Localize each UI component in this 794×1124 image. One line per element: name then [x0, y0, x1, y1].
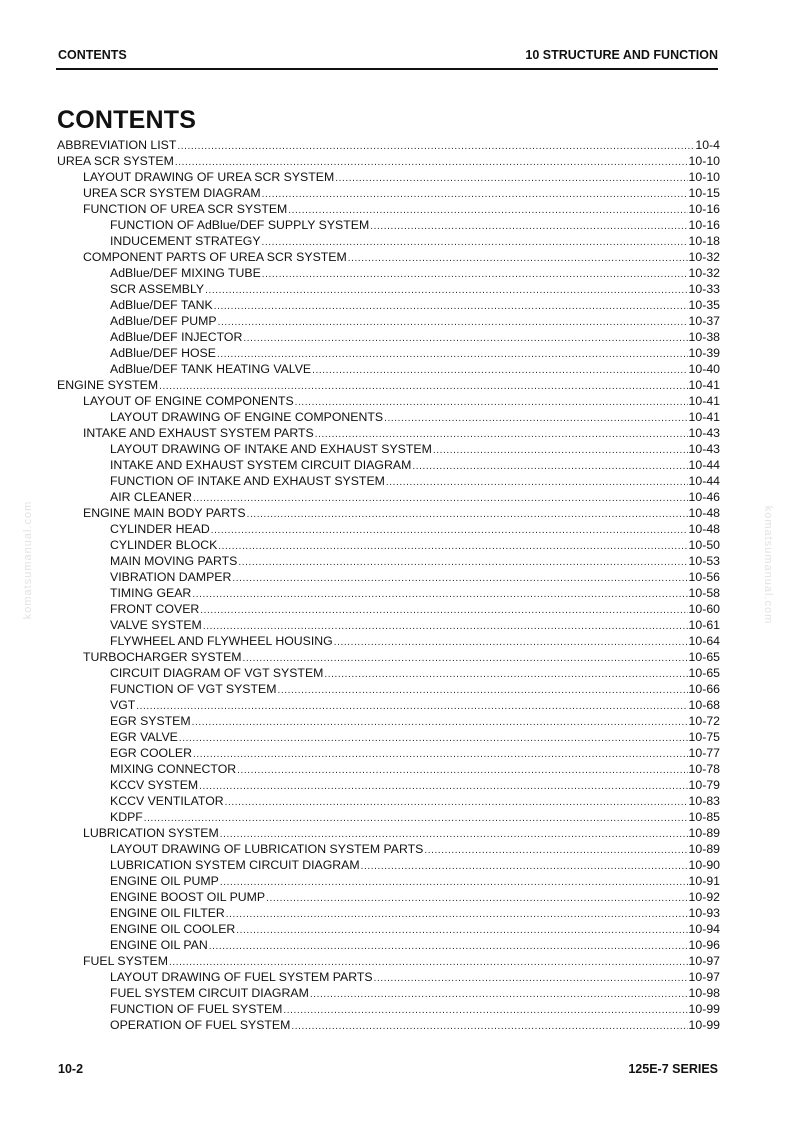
toc-entry-page: 10-79 — [688, 778, 720, 792]
toc-entry[interactable] — [57, 361, 720, 377]
toc-entry-title: FUEL SYSTEM — [83, 954, 168, 968]
toc-entry[interactable] — [57, 393, 720, 409]
toc-entry-title: KCCV VENTILATOR — [110, 794, 224, 808]
toc-entry-title: ENGINE BOOST OIL PUMP — [110, 890, 266, 904]
toc-entry-page: 10-41 — [688, 378, 720, 392]
toc-entry[interactable] — [57, 425, 720, 441]
toc-entry-page: 10-41 — [688, 410, 720, 424]
toc-entry-page: 10-72 — [688, 714, 720, 728]
toc-entry[interactable] — [57, 681, 720, 697]
toc-entry-page: 10-41 — [688, 394, 720, 408]
watermark-left: komatsumanual.com — [22, 500, 34, 620]
toc-entry[interactable] — [57, 697, 720, 713]
toc-entry-page: 10-78 — [688, 762, 720, 776]
toc-entry-title: MIXING CONNECTOR — [110, 762, 237, 776]
toc-entry-page: 10-85 — [688, 810, 720, 824]
toc-entry[interactable] — [57, 233, 720, 249]
toc-entry-page: 10-39 — [688, 346, 720, 360]
toc-entry-page: 10-94 — [688, 922, 720, 936]
toc-entry[interactable] — [57, 841, 720, 857]
toc-entry[interactable] — [57, 937, 720, 953]
toc-entry[interactable] — [57, 441, 720, 457]
toc-entry-page: 10-44 — [688, 458, 720, 472]
toc-entry[interactable] — [57, 313, 720, 329]
toc-entry-title: ENGINE MAIN BODY PARTS — [83, 506, 246, 520]
toc-entry-title: COMPONENT PARTS OF UREA SCR SYSTEM — [83, 250, 347, 264]
toc-entry[interactable] — [57, 857, 720, 873]
toc-entry-title: AdBlue/DEF PUMP — [110, 314, 217, 328]
toc-entry[interactable] — [57, 489, 720, 505]
footer-page-number: 10-2 — [58, 1062, 84, 1076]
toc-entry-title: FUNCTION OF INTAKE AND EXHAUST SYSTEM — [110, 474, 385, 488]
toc-entry[interactable] — [57, 521, 720, 537]
toc-entry-title: AdBlue/DEF TANK HEATING VALVE — [110, 362, 312, 376]
toc-entry-page: 10-61 — [688, 618, 720, 632]
toc-entry[interactable] — [57, 217, 720, 233]
toc-entry-title: LAYOUT DRAWING OF UREA SCR SYSTEM — [83, 170, 335, 184]
toc-entry-title: ENGINE OIL COOLER — [110, 922, 236, 936]
page-title: CONTENTS — [57, 106, 197, 134]
toc-entry-title: INDUCEMENT STRATEGY — [110, 234, 261, 248]
table-of-contents — [57, 137, 720, 1033]
toc-entry-page: 10-97 — [688, 970, 720, 984]
toc-entry-page: 10-89 — [688, 842, 720, 856]
toc-entry-title: FUNCTION OF VGT SYSTEM — [110, 682, 277, 696]
toc-entry[interactable] — [57, 873, 720, 889]
toc-entry[interactable] — [57, 953, 720, 969]
toc-entry[interactable] — [57, 889, 720, 905]
toc-entry-title: ENGINE OIL FILTER — [110, 906, 225, 920]
toc-entry-page: 10-33 — [688, 282, 720, 296]
toc-entry-title: CIRCUIT DIAGRAM OF VGT SYSTEM — [110, 666, 324, 680]
toc-entry[interactable] — [57, 617, 720, 633]
toc-entry-page: 10-60 — [688, 602, 720, 616]
page-footer — [56, 1062, 718, 1078]
toc-entry[interactable] — [57, 377, 720, 393]
toc-entry-title: AdBlue/DEF HOSE — [110, 346, 216, 360]
toc-entry-page: 10-35 — [688, 298, 720, 312]
toc-entry-title: KCCV SYSTEM — [110, 778, 199, 792]
toc-entry-title: UREA SCR SYSTEM DIAGRAM — [83, 186, 261, 200]
toc-entry[interactable] — [57, 969, 720, 985]
toc-entry-page: 10-99 — [688, 1002, 720, 1016]
toc-entry[interactable] — [57, 249, 720, 265]
toc-entry-title: FLYWHEEL AND FLYWHEEL HOUSING — [110, 634, 333, 648]
toc-dot-leader — [291, 1017, 687, 1035]
toc-entry-title: FUEL SYSTEM CIRCUIT DIAGRAM — [110, 986, 309, 1000]
toc-entry-title: TURBOCHARGER SYSTEM — [83, 650, 242, 664]
toc-entry-title: FUNCTION OF FUEL SYSTEM — [110, 1002, 283, 1016]
toc-entry-page: 10-16 — [688, 202, 720, 216]
toc-entry-title: ENGINE SYSTEM — [57, 378, 159, 392]
toc-entry-page: 10-44 — [688, 474, 720, 488]
toc-entry-title: AIR CLEANER — [110, 490, 193, 504]
toc-entry-title: LUBRICATION SYSTEM CIRCUIT DIAGRAM — [110, 858, 360, 872]
toc-entry[interactable] — [57, 137, 720, 153]
toc-entry-page: 10-32 — [688, 266, 720, 280]
toc-entry-page: 10-98 — [688, 986, 720, 1000]
toc-entry-page: 10-40 — [688, 362, 720, 376]
toc-entry-title: VALVE SYSTEM — [110, 618, 202, 632]
toc-entry-title: KDPF — [110, 810, 143, 824]
toc-entry[interactable] — [57, 201, 720, 217]
toc-entry[interactable] — [57, 169, 720, 185]
toc-entry-page: 10-43 — [688, 442, 720, 456]
toc-entry-page: 10-89 — [688, 826, 720, 840]
toc-entry-page: 10-10 — [688, 170, 720, 184]
toc-entry[interactable] — [57, 825, 720, 841]
footer-series-label: 125E-7 SERIES — [628, 1062, 718, 1076]
toc-entry-page: 10-56 — [688, 570, 720, 584]
toc-entry-page: 10-16 — [688, 218, 720, 232]
toc-entry-title: EGR VALVE — [110, 730, 178, 744]
toc-entry[interactable] — [57, 649, 720, 665]
toc-entry-page: 10-46 — [688, 490, 720, 504]
toc-entry[interactable] — [57, 777, 720, 793]
toc-entry-page: 10-48 — [688, 522, 720, 536]
toc-entry[interactable] — [57, 665, 720, 681]
toc-entry-title: CYLINDER BLOCK — [110, 538, 218, 552]
toc-entry-title: CYLINDER HEAD — [110, 522, 210, 536]
toc-entry[interactable] — [57, 793, 720, 809]
toc-entry[interactable] — [57, 905, 720, 921]
toc-entry[interactable] — [57, 985, 720, 1001]
toc-entry[interactable] — [57, 745, 720, 761]
toc-entry-page: 10-38 — [688, 330, 720, 344]
toc-entry-page: 10-77 — [688, 746, 720, 760]
toc-entry[interactable] — [57, 185, 720, 201]
toc-entry-title: AdBlue/DEF MIXING TUBE — [110, 266, 261, 280]
toc-entry[interactable] — [57, 761, 720, 777]
toc-entry-page: 10-18 — [688, 234, 720, 248]
toc-entry-title: FUNCTION OF AdBlue/DEF SUPPLY SYSTEM — [110, 218, 370, 232]
toc-entry-title: INTAKE AND EXHAUST SYSTEM PARTS — [83, 426, 314, 440]
toc-entry-page: 10-97 — [688, 954, 720, 968]
toc-entry-title: LAYOUT DRAWING OF FUEL SYSTEM PARTS — [110, 970, 373, 984]
toc-entry-title: LUBRICATION SYSTEM — [83, 826, 219, 840]
toc-entry-title: INTAKE AND EXHAUST SYSTEM CIRCUIT DIAGRAM — [110, 458, 412, 472]
toc-entry-title: LAYOUT DRAWING OF LUBRICATION SYSTEM PARTS — [110, 842, 424, 856]
toc-entry-page: 10-96 — [688, 938, 720, 952]
toc-entry[interactable] — [57, 553, 720, 569]
header-chapter-label: 10 STRUCTURE AND FUNCTION — [525, 48, 718, 62]
toc-entry-title: LAYOUT DRAWING OF ENGINE COMPONENTS — [110, 410, 384, 424]
toc-entry-page: 10-68 — [688, 698, 720, 712]
toc-entry[interactable] — [57, 537, 720, 553]
toc-entry-page: 10-92 — [688, 890, 720, 904]
toc-entry[interactable] — [57, 1001, 720, 1017]
toc-entry-page: 10-75 — [688, 730, 720, 744]
toc-entry-title: EGR COOLER — [110, 746, 192, 760]
toc-entry-title: EGR SYSTEM — [110, 714, 191, 728]
toc-entry[interactable] — [57, 921, 720, 937]
toc-entry[interactable] — [57, 329, 720, 345]
toc-entry-title: MAIN MOVING PARTS — [110, 554, 238, 568]
watermark-right: komatsumanual.com — [762, 505, 774, 625]
header-rule — [56, 68, 718, 70]
toc-entry[interactable] — [57, 265, 720, 281]
toc-entry[interactable] — [57, 1017, 720, 1033]
toc-entry[interactable] — [57, 713, 720, 729]
page-header — [56, 48, 718, 64]
toc-entry[interactable] — [57, 473, 720, 489]
toc-entry[interactable] — [57, 601, 720, 617]
toc-entry-title: LAYOUT DRAWING OF INTAKE AND EXHAUST SYSTEM — [110, 442, 432, 456]
toc-entry-title: FRONT COVER — [110, 602, 200, 616]
toc-entry-page: 10-32 — [688, 250, 720, 264]
toc-entry-title: VIBRATION DAMPER — [110, 570, 232, 584]
toc-entry-page: 10-43 — [688, 426, 720, 440]
toc-entry-title: OPERATION OF FUEL SYSTEM — [110, 1018, 291, 1032]
toc-entry-page: 10-48 — [688, 506, 720, 520]
toc-entry-title: AdBlue/DEF INJECTOR — [110, 330, 243, 344]
toc-entry[interactable] — [57, 345, 720, 361]
toc-entry-title: VGT — [110, 698, 136, 712]
toc-entry-page: 10-50 — [688, 538, 720, 552]
toc-entry-page: 10-66 — [688, 682, 720, 696]
toc-entry-title: SCR ASSEMBLY — [110, 282, 205, 296]
toc-entry-page: 10-4 — [695, 138, 720, 152]
toc-entry-page: 10-83 — [688, 794, 720, 808]
toc-entry-page: 10-65 — [688, 650, 720, 664]
toc-entry[interactable] — [57, 633, 720, 649]
toc-entry-page: 10-64 — [688, 634, 720, 648]
toc-entry-page: 10-15 — [688, 186, 720, 200]
toc-entry-title: TIMING GEAR — [110, 586, 192, 600]
toc-entry[interactable] — [57, 153, 720, 169]
toc-entry-page: 10-53 — [688, 554, 720, 568]
toc-entry[interactable] — [57, 281, 720, 297]
toc-entry-title: ENGINE OIL PUMP — [110, 874, 219, 888]
toc-entry-page: 10-37 — [688, 314, 720, 328]
toc-entry[interactable] — [57, 809, 720, 825]
toc-entry[interactable] — [57, 569, 720, 585]
toc-entry-title: ENGINE OIL PAN — [110, 938, 208, 952]
toc-entry[interactable] — [57, 457, 720, 473]
toc-entry-page: 10-99 — [688, 1018, 720, 1032]
header-section-label: CONTENTS — [58, 48, 127, 62]
toc-entry-page: 10-91 — [688, 874, 720, 888]
toc-entry[interactable] — [57, 505, 720, 521]
toc-entry-title: UREA SCR SYSTEM — [57, 154, 174, 168]
toc-entry-page: 10-93 — [688, 906, 720, 920]
toc-entry[interactable] — [57, 409, 720, 425]
toc-entry-title: FUNCTION OF UREA SCR SYSTEM — [83, 202, 288, 216]
toc-entry[interactable] — [57, 297, 720, 313]
toc-entry-title: LAYOUT OF ENGINE COMPONENTS — [83, 394, 294, 408]
toc-entry-page: 10-65 — [688, 666, 720, 680]
toc-entry-page: 10-10 — [688, 154, 720, 168]
toc-entry-title: AdBlue/DEF TANK — [110, 298, 213, 312]
toc-entry-page: 10-58 — [688, 586, 720, 600]
toc-entry[interactable] — [57, 585, 720, 601]
toc-entry-page: 10-90 — [688, 858, 720, 872]
toc-entry[interactable] — [57, 729, 720, 745]
toc-entry-title: ABBREVIATION LIST — [57, 138, 177, 152]
